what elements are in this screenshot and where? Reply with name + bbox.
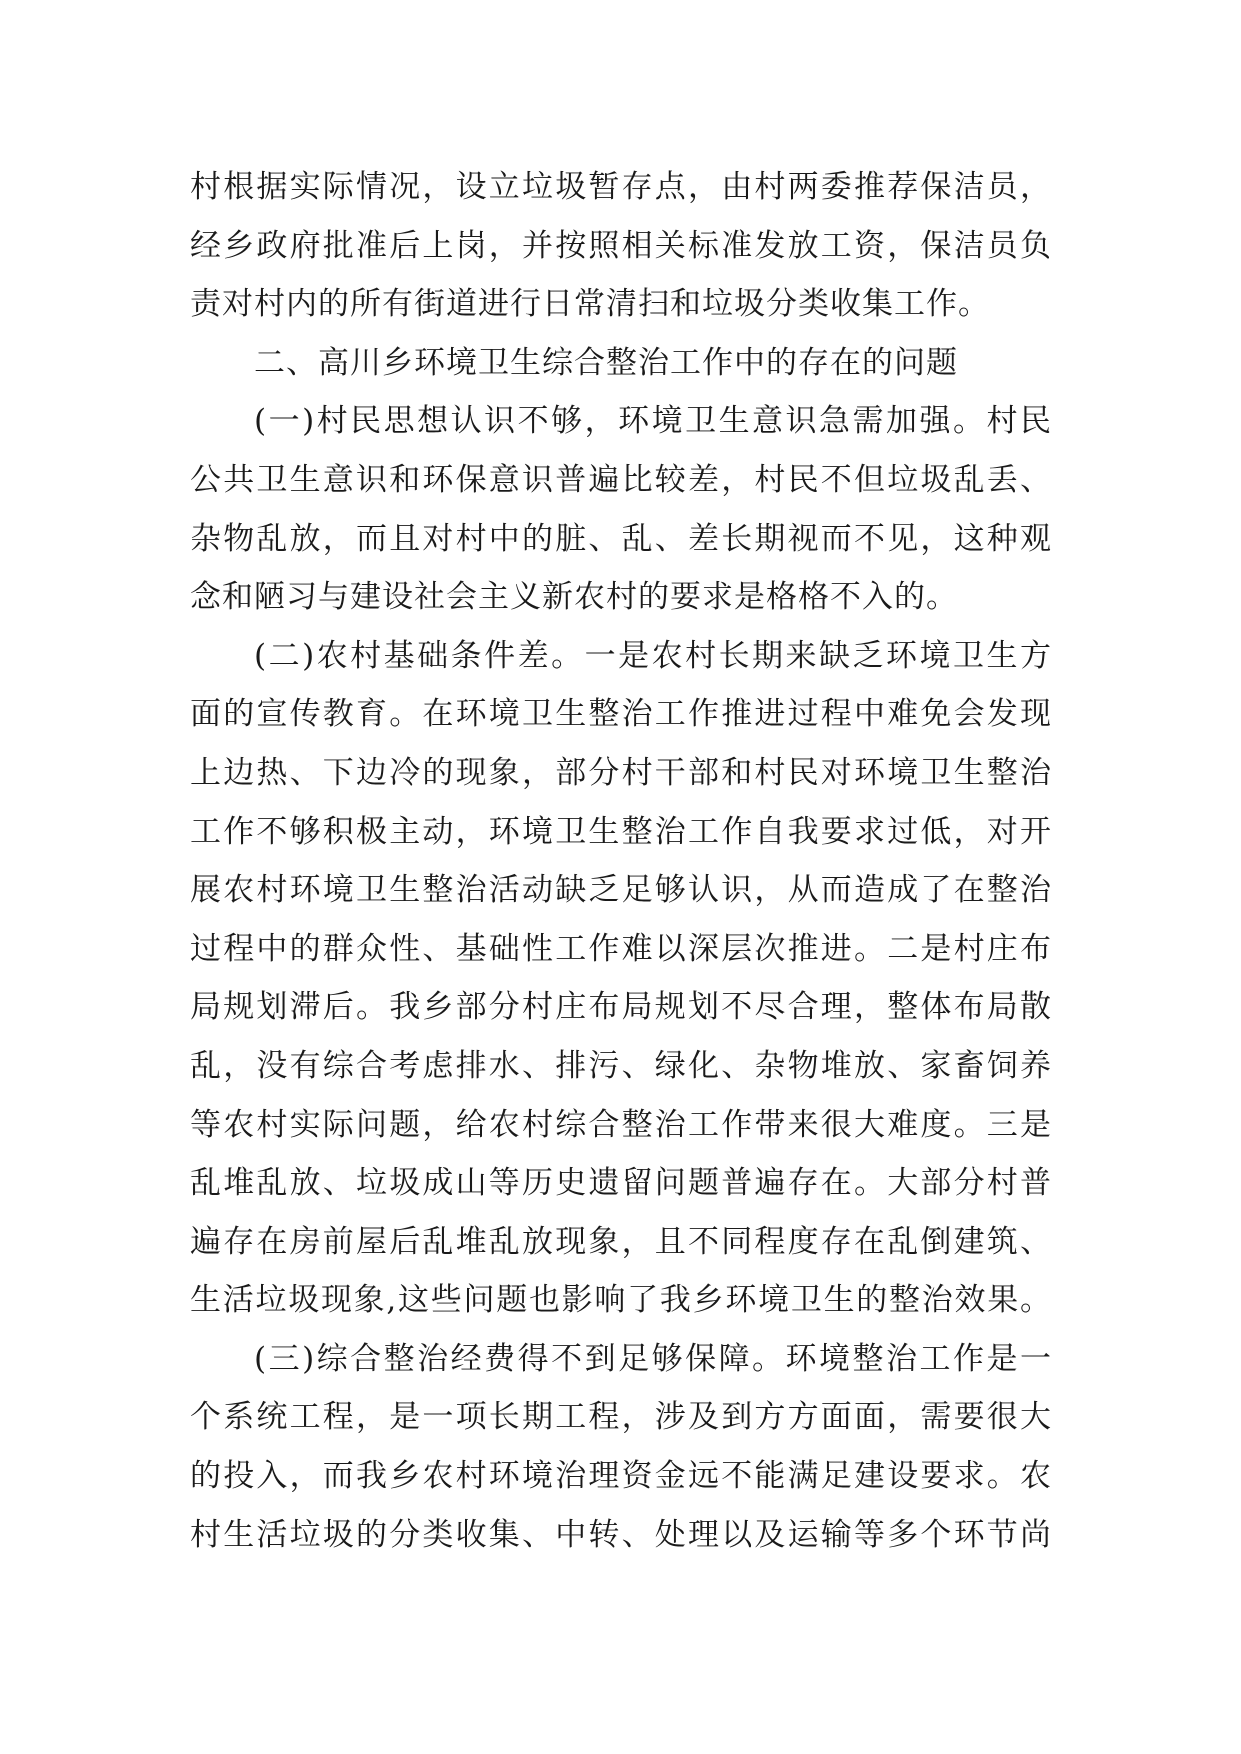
text-line: (一)村民思想认识不够，环境卫生意识急需加强。村民 bbox=[254, 403, 1052, 440]
text-line: 个系统工程，是一项长期工程，涉及到方方面面，需要很大 bbox=[190, 1399, 1052, 1436]
text-line: 责对村内的所有街道进行日常清扫和垃圾分类收集工作。 bbox=[190, 286, 990, 323]
text-line: 生活垃圾现象,这些问题也影响了我乡环境卫生的整治效果。 bbox=[190, 1282, 1052, 1319]
text-line: 乱，没有综合考虑排水、排污、绿化、杂物堆放、家畜饲养 bbox=[190, 1047, 1052, 1084]
text-line: 等农村实际问题，给农村综合整治工作带来很大难度。三是 bbox=[190, 1106, 1052, 1143]
text-line: 展农村环境卫生整治活动缺乏足够认识，从而造成了在整治 bbox=[190, 872, 1052, 909]
text-line: 过程中的群众性、基础性工作难以深层次推进。二是村庄布 bbox=[190, 930, 1052, 967]
text-line: 遍存在房前屋后乱堆乱放现象，且不同程度存在乱倒建筑、 bbox=[190, 1223, 1052, 1260]
text-line: (三)综合整治经费得不到足够保障。环境整治工作是一 bbox=[254, 1340, 1052, 1377]
text-line: 念和陋习与建设社会主义新农村的要求是格格不入的。 bbox=[190, 579, 958, 616]
text-line: 局规划滞后。我乡部分村庄布局规划不尽合理，整体布局散 bbox=[190, 989, 1052, 1026]
text-line: 村根据实际情况，设立垃圾暂存点，由村两委推荐保洁员， bbox=[190, 169, 1052, 205]
text-line: 村生活垃圾的分类收集、中转、处理以及运输等多个环节尚 bbox=[190, 1516, 1052, 1553]
text-line: 面的宣传教育。在环境卫生整治工作推进过程中难免会发现 bbox=[190, 696, 1052, 733]
text-line: 杂物乱放，而且对村中的脏、乱、差长期视而不见，这种观 bbox=[190, 520, 1052, 557]
text-line: 经乡政府批准后上岗，并按照相关标准发放工资，保洁员负 bbox=[190, 227, 1052, 264]
text-line: 公共卫生意识和环保意识普遍比较差，村民不但垃圾乱丢、 bbox=[190, 461, 1052, 498]
document-body bbox=[190, 158, 1052, 1564]
section-heading: 二、高川乡环境卫生综合整治工作中的存在的问题 bbox=[254, 344, 958, 381]
text-line: 乱堆乱放、垃圾成山等历史遗留问题普遍存在。大部分村普 bbox=[190, 1165, 1052, 1202]
text-line: (二)农村基础条件差。一是农村长期来缺乏环境卫生方 bbox=[254, 637, 1052, 674]
text-line: 上边热、下边冷的现象，部分村干部和村民对环境卫生整治 bbox=[190, 754, 1052, 791]
text-line: 的投入，而我乡农村环境治理资金远不能满足建设要求。农 bbox=[190, 1458, 1052, 1495]
text-line: 工作不够积极主动，环境卫生整治工作自我要求过低，对开 bbox=[190, 813, 1052, 850]
